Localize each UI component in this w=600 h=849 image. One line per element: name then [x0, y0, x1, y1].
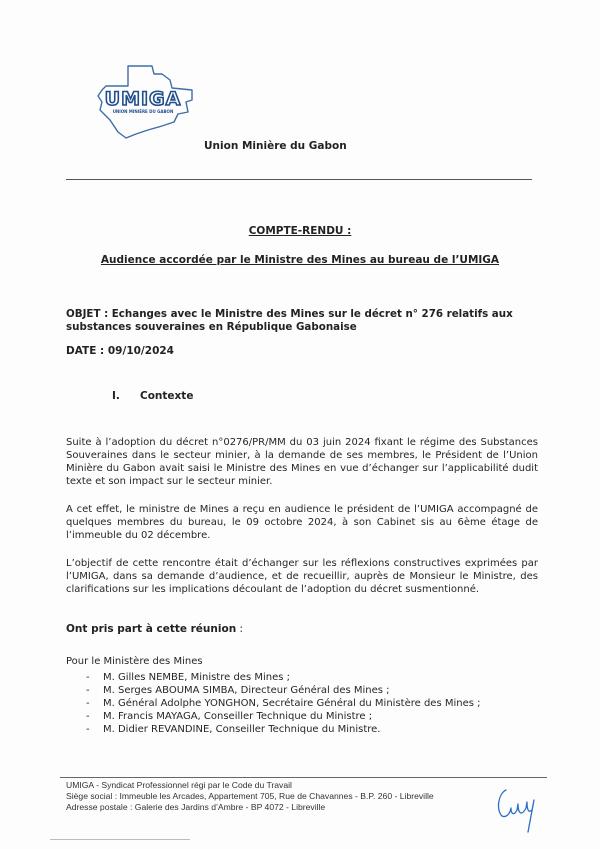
section-heading — [112, 390, 193, 402]
signature-icon — [492, 780, 552, 840]
participants-heading — [66, 623, 243, 635]
participants-heading-colon: : — [236, 623, 244, 635]
footer-address — [66, 780, 434, 813]
section-title: Contexte — [140, 390, 194, 402]
participants-list — [66, 671, 481, 736]
participant-name: M. Francis MAYAGA, Conseiller Technique du Ministre ; — [103, 711, 373, 722]
handwritten-initials — [492, 780, 552, 840]
bullet-dash: - — [86, 672, 90, 683]
list-item — [66, 710, 481, 723]
list-item — [66, 671, 481, 684]
context-paragraph: A cet effet, le ministre de Mines a reçu en audience le président de l’UMIGA accompagné de quelques membres du bureau, le 09 octobre 2024, à son Cabinet sis au 6ème étage de l’immeuble du 02 décembre. — [66, 504, 538, 541]
participant-name: M. Général Adolphe YONGHON, Secrétaire Général du Ministère des Mines ; — [103, 698, 481, 709]
document-title: COMPTE-RENDU : — [248, 225, 352, 237]
section-number: I. — [112, 390, 120, 402]
footer-divider — [60, 777, 547, 778]
organization-name: Union Minière du Gabon — [204, 140, 347, 152]
bullet-dash: - — [86, 711, 90, 722]
bullet-dash: - — [86, 685, 90, 696]
list-item — [66, 697, 481, 710]
bullet-dash: - — [86, 698, 90, 709]
context-paragraph: L’objectif de cette rencontre était d’échanger sur les réflexions constructives exprimées par l’UMIGA, dans sa demande d’audience, et de recueillir, auprès de Monsieur le Ministre, des clarifications sur les implications découlant de l’adoption du décret susmentionné. — [66, 558, 538, 595]
participants-group-label: Pour le Ministère des Mines — [66, 656, 203, 667]
svg-text:UNION MINIÈRE DU GABON: UNION MINIÈRE DU GABON — [112, 109, 174, 114]
subject-line: OBJET : Echanges avec le Ministre des Mines sur le décret n° 276 relatifs aux substances souveraines en République Gabonaise — [66, 308, 513, 333]
context-paragraph: Suite à l’adoption du décret n°0276/PR/MM du 03 juin 2024 fixant le régime des Substances Souveraines dans le secteur minier, à la demande de ses membres, le Président de l’Union Minière du Gabon avait saisi le Ministre des Mines en vue d’échanger sur l’applicabilité dudit texte et son impact sur le secteur minier. — [66, 437, 538, 487]
bottom-scan-line — [50, 839, 190, 840]
footer-line: Siège social : Immeuble les Arcades, Appartement 705, Rue de Chavannes - B.P. 260 - Libreville — [66, 791, 434, 801]
date-line: DATE : 09/10/2024 — [66, 345, 174, 357]
svg-text:UMIGA: UMIGA — [104, 88, 182, 110]
footer-line: Adresse postale : Galerie des Jardins d’Ambre - BP 4072 - Libreville — [66, 802, 326, 812]
participant-name: M. Serges ABOUMA SIMBA, Directeur Général des Mines ; — [103, 685, 390, 696]
umiga-logo — [88, 60, 206, 140]
gabon-map-icon — [88, 60, 206, 140]
participants-heading-text: Ont pris part à cette réunion — [66, 623, 237, 635]
participant-name: M. Gilles NEMBE, Ministre des Mines ; — [103, 672, 290, 683]
footer-line: UMIGA - Syndicat Professionnel régi par le Code du Travail — [66, 780, 292, 790]
document-subtitle: Audience accordée par le Ministre des Mines au bureau de l’UMIGA — [100, 254, 500, 266]
participant-name: M. Didier REVANDINE, Conseiller Technique du Ministre. — [103, 724, 381, 735]
list-item — [66, 684, 481, 697]
header-divider — [66, 179, 532, 180]
list-item — [66, 723, 481, 736]
bullet-dash: - — [86, 724, 90, 735]
